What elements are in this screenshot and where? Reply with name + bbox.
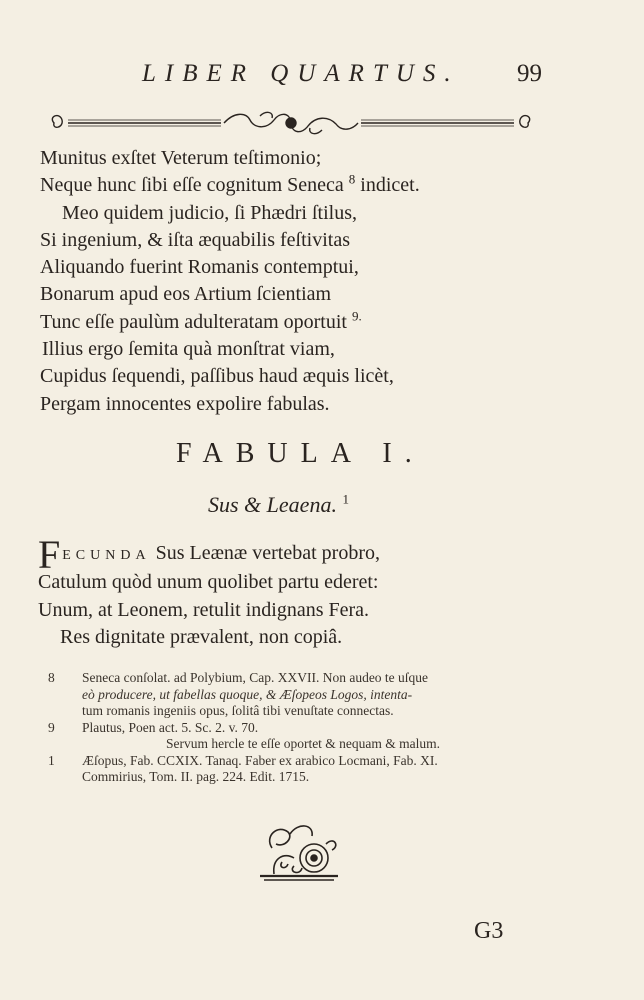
drop-cap: F xyxy=(38,532,61,577)
verse-block xyxy=(40,145,600,418)
verse-line xyxy=(40,172,600,199)
fable-line: Res dignitate prævalent, non copiâ. xyxy=(60,625,343,648)
verse-line xyxy=(40,309,600,336)
fable-text xyxy=(38,532,598,651)
footnote-line: eò producere, ut fabellas quoque, & Æſopeos Logos, intenta- xyxy=(82,686,413,702)
fable-subtitle-text: Sus & Leaena. xyxy=(208,492,337,517)
footnote-line: Æſopus, Fab. CCXIX. Tanaq. Faber ex arabico Locmani, Fab. XI. xyxy=(82,752,438,768)
signature-mark: G3 xyxy=(474,918,504,944)
fable-title: FABULA I. xyxy=(176,438,425,469)
footnote-mark: 8 xyxy=(48,670,55,685)
verse-line: Aliquando fuerint Romanis contemptui, xyxy=(40,256,359,279)
fable-line: Catulum quòd unum quolibet partu ederet: xyxy=(38,571,379,594)
verse-line: Pergam innocentes expolire fabulas. xyxy=(40,392,330,415)
verse-text: indicet. xyxy=(355,174,420,197)
verse-line: Meo quidem judicio, ſi Phædri ſtilus, xyxy=(62,201,357,224)
footnote-mark: 1 xyxy=(48,752,55,768)
floral-vignette-icon xyxy=(254,818,344,886)
fable-subtitle xyxy=(208,492,349,518)
page-number: 99 xyxy=(517,60,542,87)
footnote-line: Commirius, Tom. II. pag. 224. Edit. 1715. xyxy=(82,769,310,784)
verse-text: Neque hunc ſibi eſſe cognitum Seneca xyxy=(40,174,344,197)
first-word: ECUNDA xyxy=(62,548,151,563)
verse-line: Illius ergo ſemita quà monſtrat viam, xyxy=(42,338,335,361)
footnote-mark: 9 xyxy=(48,719,55,735)
verse-line: Cupidus ſequendi, paſſibus haud æquis licèt, xyxy=(40,365,394,388)
fable-line-text: Sus Leænæ vertebat probro, xyxy=(150,542,380,564)
footnote-line: Seneca conſolat. ad Polybium, Cap. XXVII. Non audeo te uſque xyxy=(82,670,429,685)
verse-line: Munitus exſtet Veterum teſtimonio; xyxy=(40,147,322,169)
verse-text: Tunc eſſe paulùm adulteratam oportuit xyxy=(40,310,347,333)
ornamental-rule-icon xyxy=(46,108,536,138)
footnote-line: tum romanis ingeniis opus, ſolitâ tibi venuſtate connectas. xyxy=(82,703,394,718)
footnote-line: Servum hercle te eſſe oportet & nequam & malum. xyxy=(166,736,441,751)
fable-line xyxy=(38,532,598,577)
footnote-ref: 9. xyxy=(351,308,362,324)
running-title: LIBER QUARTUS. xyxy=(142,60,460,87)
verse-line: Si ingenium, & iſta æquabilis feſtivitas xyxy=(40,228,350,251)
footnote xyxy=(48,670,588,720)
footnote-ref: 1 xyxy=(342,491,349,507)
footnote xyxy=(48,720,588,753)
fable-line: Unum, at Leonem, retulit indignans Fera. xyxy=(38,598,370,621)
footnote xyxy=(48,753,588,786)
footnote-ref: 8 xyxy=(348,171,356,187)
footnotes xyxy=(48,670,588,786)
verse-line: Bonarum apud eos Artium ſcientiam xyxy=(40,283,332,306)
running-head xyxy=(0,60,644,94)
footnote-line: Plautus, Poen act. 5. Sc. 2. v. 70. xyxy=(82,719,259,735)
